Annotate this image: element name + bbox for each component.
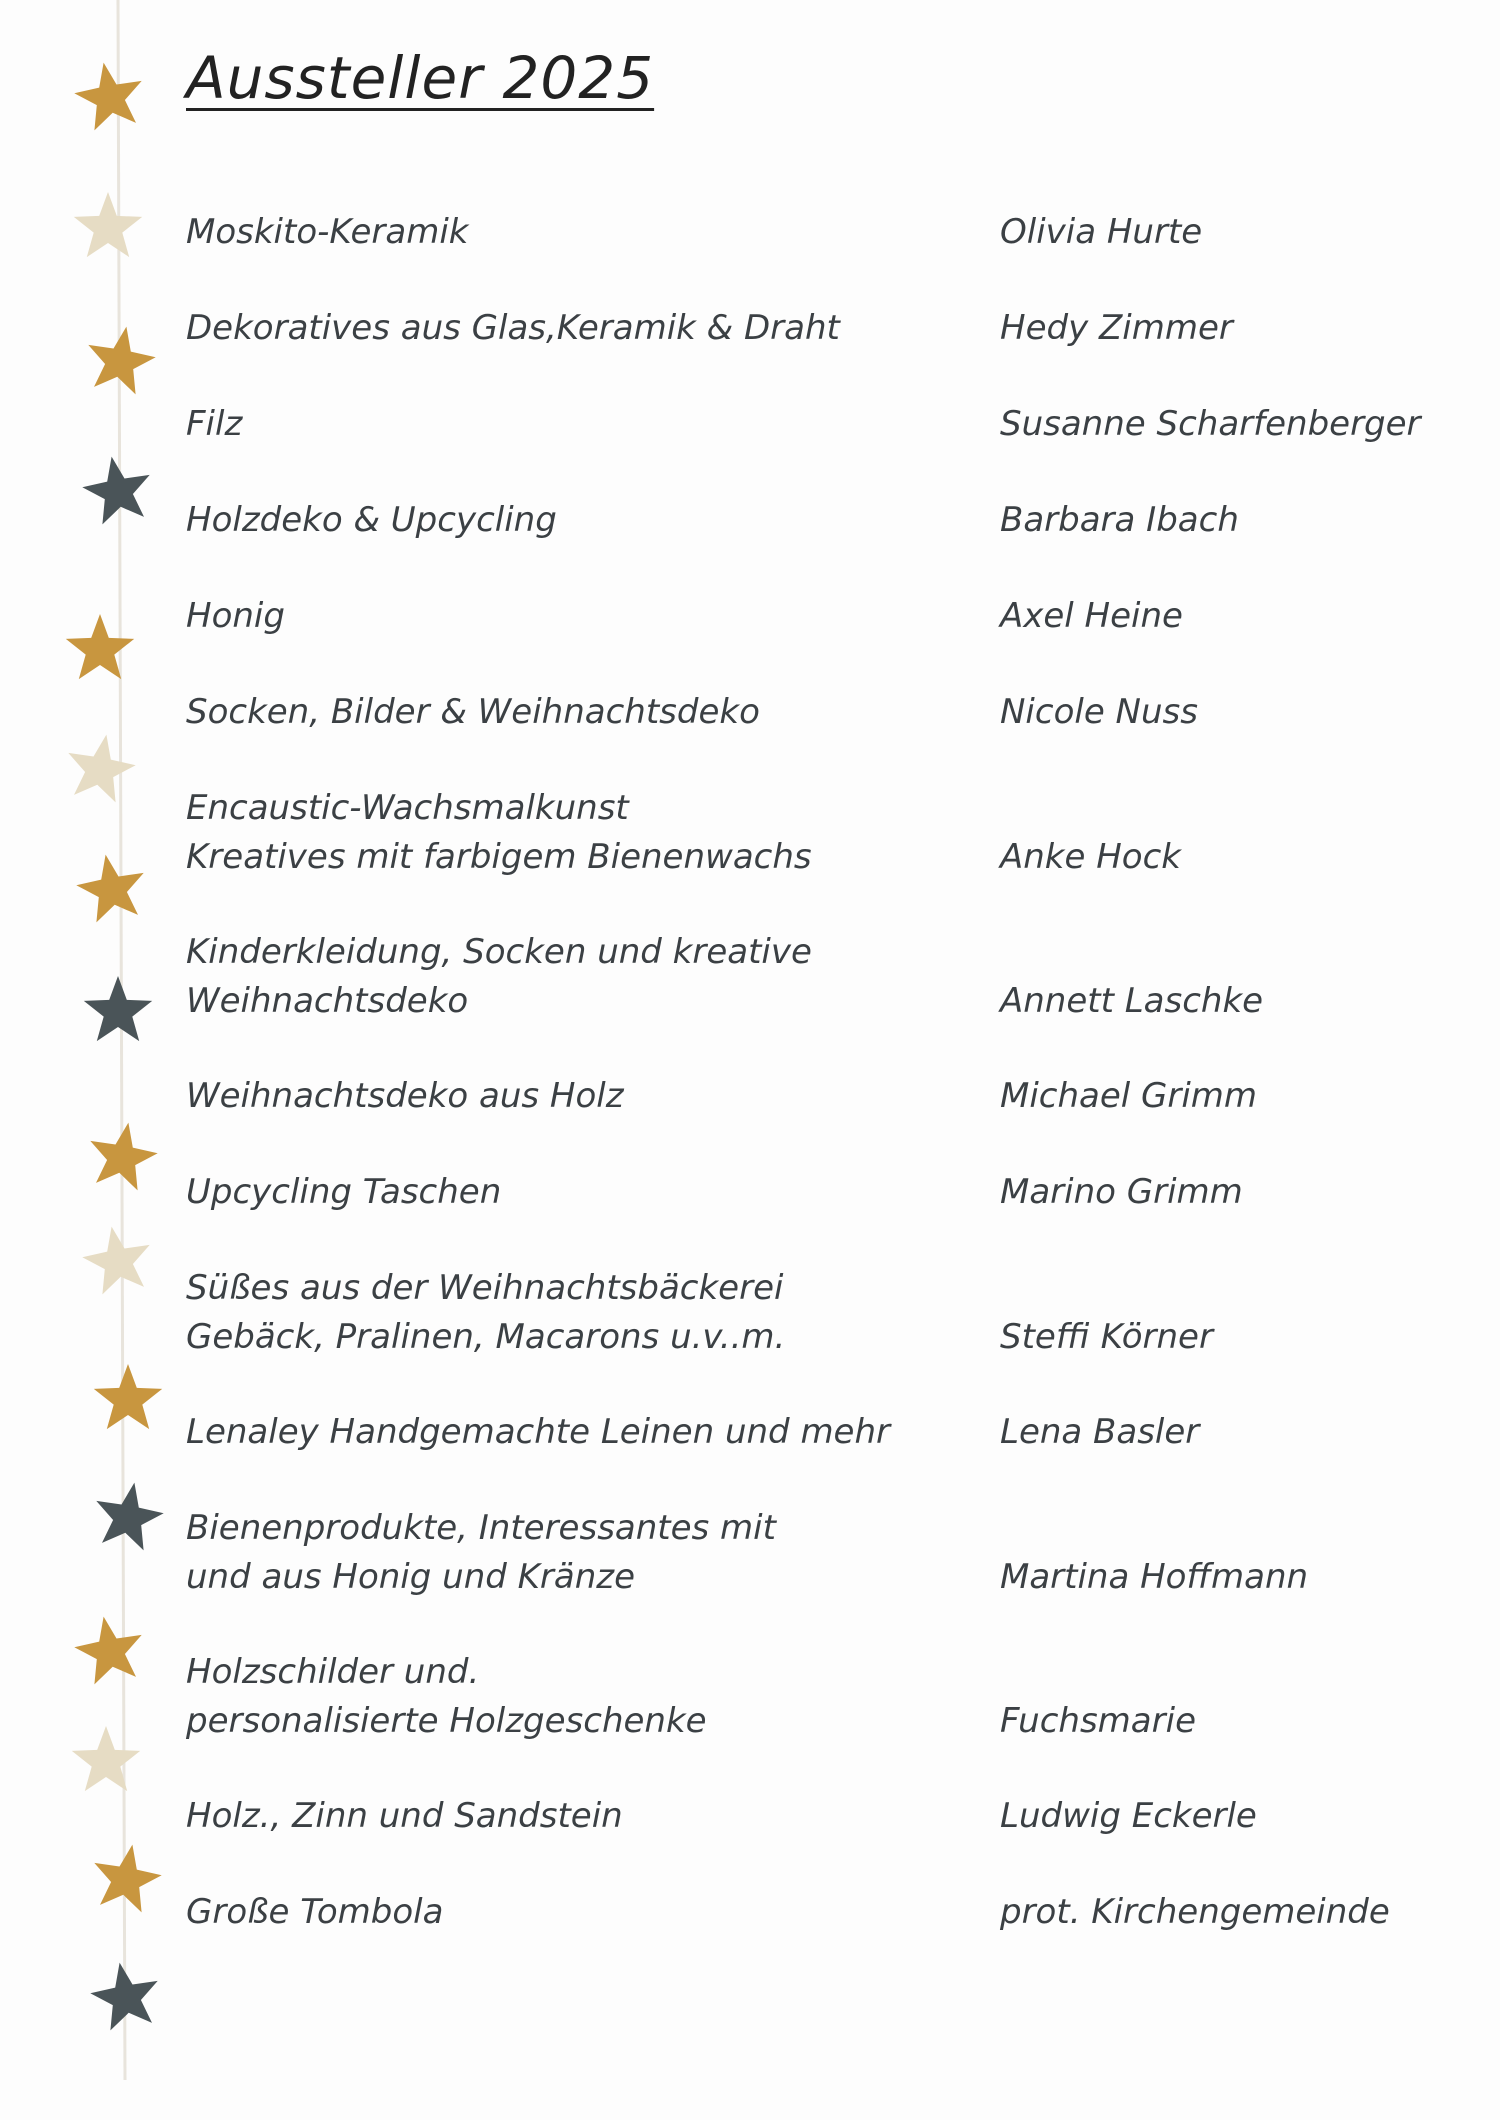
- exhibitor-description: Upcycling Taschen: [186, 1172, 502, 1212]
- exhibitor-description: Moskito-Keramik: [186, 212, 469, 252]
- exhibitor-name: Ludwig Eckerle: [1000, 1796, 1257, 1836]
- exhibitor-description: Weihnachtsdeko aus Holz: [186, 1076, 624, 1116]
- exhibitor-description: Große Tombola: [186, 1892, 444, 1932]
- exhibitor-name: Michael Grimm: [1000, 1076, 1258, 1116]
- exhibitor-name: Lena Basler: [1000, 1412, 1200, 1452]
- exhibitor-name: Marino Grimm: [1000, 1172, 1243, 1212]
- exhibitor-description: Dekoratives aus Glas,Keramik & Draht: [186, 308, 840, 348]
- exhibitor-description: Socken, Bilder & Weihnachtsdeko: [186, 692, 760, 732]
- exhibitor-description: Kinderkleidung, Socken und kreative: [186, 932, 812, 972]
- exhibitor-description: Holz., Zinn und Sandstein: [186, 1796, 623, 1836]
- exhibitor-name: prot. Kirchengemeinde: [1000, 1892, 1390, 1932]
- exhibitor-name: Annett Laschke: [1000, 981, 1264, 1021]
- exhibitor-name: Martina Hoffmann: [1000, 1557, 1309, 1597]
- exhibitor-description: Lenaley Handgemachte Leinen und mehr: [186, 1412, 891, 1452]
- exhibitor-description: Gebäck, Pralinen, Macarons u.v..m.: [186, 1317, 786, 1357]
- exhibitor-description: Bienenprodukte, Interessantes mit: [186, 1508, 776, 1548]
- exhibitor-name: Olivia Hurte: [1000, 212, 1203, 252]
- exhibitor-name: Axel Heine: [1000, 596, 1183, 636]
- exhibitor-name: Steffi Körner: [1000, 1317, 1213, 1357]
- exhibitor-description: Holzdeko & Upcycling: [186, 500, 557, 540]
- exhibitor-name: Hedy Zimmer: [1000, 308, 1233, 348]
- exhibitor-description: Encaustic-Wachsmalkunst: [186, 788, 629, 828]
- exhibitor-name: Fuchsmarie: [1000, 1701, 1196, 1741]
- exhibitor-description: und aus Honig und Kränze: [186, 1557, 636, 1597]
- exhibitor-name: Barbara Ibach: [1000, 500, 1239, 540]
- exhibitor-description: Süßes aus der Weihnachtsbäckerei: [186, 1268, 784, 1308]
- exhibitor-name: Anke Hock: [1000, 837, 1181, 877]
- page-title: Aussteller 2025: [186, 44, 655, 112]
- exhibitor-name: Nicole Nuss: [1000, 692, 1198, 732]
- exhibitor-description: Holzschilder und.: [186, 1652, 480, 1692]
- exhibitor-description: Kreatives mit farbigem Bienenwachs: [186, 837, 812, 877]
- exhibitor-description: Weihnachtsdeko: [186, 981, 469, 1021]
- exhibitor-description: Honig: [186, 596, 285, 636]
- exhibitor-name: Susanne Scharfenberger: [1000, 404, 1421, 444]
- exhibitor-description: personalisierte Holzgeschenke: [186, 1701, 707, 1741]
- exhibitor-description: Filz: [186, 404, 243, 444]
